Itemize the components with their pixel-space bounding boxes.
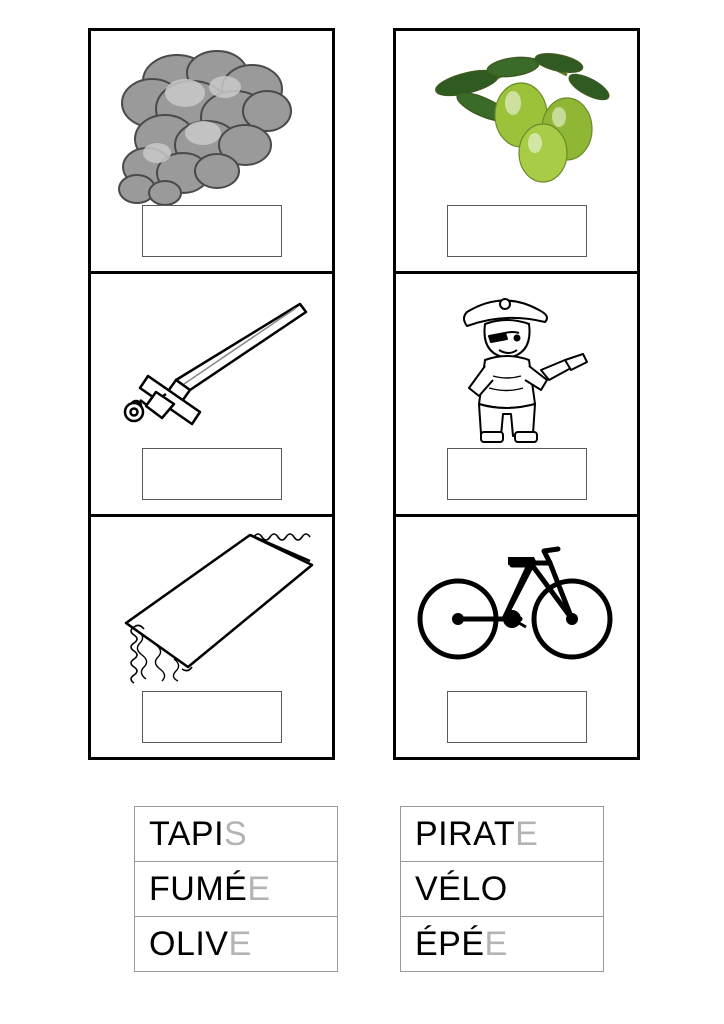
word-label-area [134, 806, 604, 972]
word-main: ÉPÉ [415, 924, 485, 963]
word-cell [401, 862, 604, 917]
word-faded: E [484, 924, 508, 963]
word-cell [135, 807, 338, 862]
word-main: OLIV [149, 924, 229, 963]
word-row[interactable] [135, 917, 338, 972]
word-main: TAPI [149, 814, 225, 853]
word-main: FUMÉ [149, 869, 248, 908]
right-word-table [400, 806, 604, 972]
word-cell [135, 917, 338, 972]
word-row[interactable] [135, 807, 338, 862]
word-faded: E [228, 924, 252, 963]
answer-box[interactable] [447, 691, 587, 743]
answer-box[interactable] [447, 448, 587, 500]
left-column [88, 28, 335, 757]
card-olives[interactable] [393, 28, 640, 274]
answer-box[interactable] [142, 448, 282, 500]
word-row[interactable] [401, 807, 604, 862]
card-rug[interactable] [88, 514, 335, 760]
word-row[interactable] [401, 917, 604, 972]
word-main: VÉLO [415, 869, 508, 908]
answer-box[interactable] [142, 205, 282, 257]
answer-box[interactable] [447, 205, 587, 257]
card-pirate[interactable] [393, 271, 640, 517]
word-row[interactable] [401, 862, 604, 917]
card-bicycle[interactable] [393, 514, 640, 760]
picture-card-grid [88, 28, 640, 757]
word-faded: E [247, 869, 271, 908]
right-column [393, 28, 640, 757]
word-faded: S [224, 814, 248, 853]
left-word-table [134, 806, 338, 972]
card-smoke[interactable] [88, 28, 335, 274]
card-sword[interactable] [88, 271, 335, 517]
word-row[interactable] [135, 862, 338, 917]
answer-box[interactable] [142, 691, 282, 743]
word-cell [401, 917, 604, 972]
word-main: PIRAT [415, 814, 516, 853]
word-faded: E [515, 814, 539, 853]
word-cell [401, 807, 604, 862]
word-cell [135, 862, 338, 917]
